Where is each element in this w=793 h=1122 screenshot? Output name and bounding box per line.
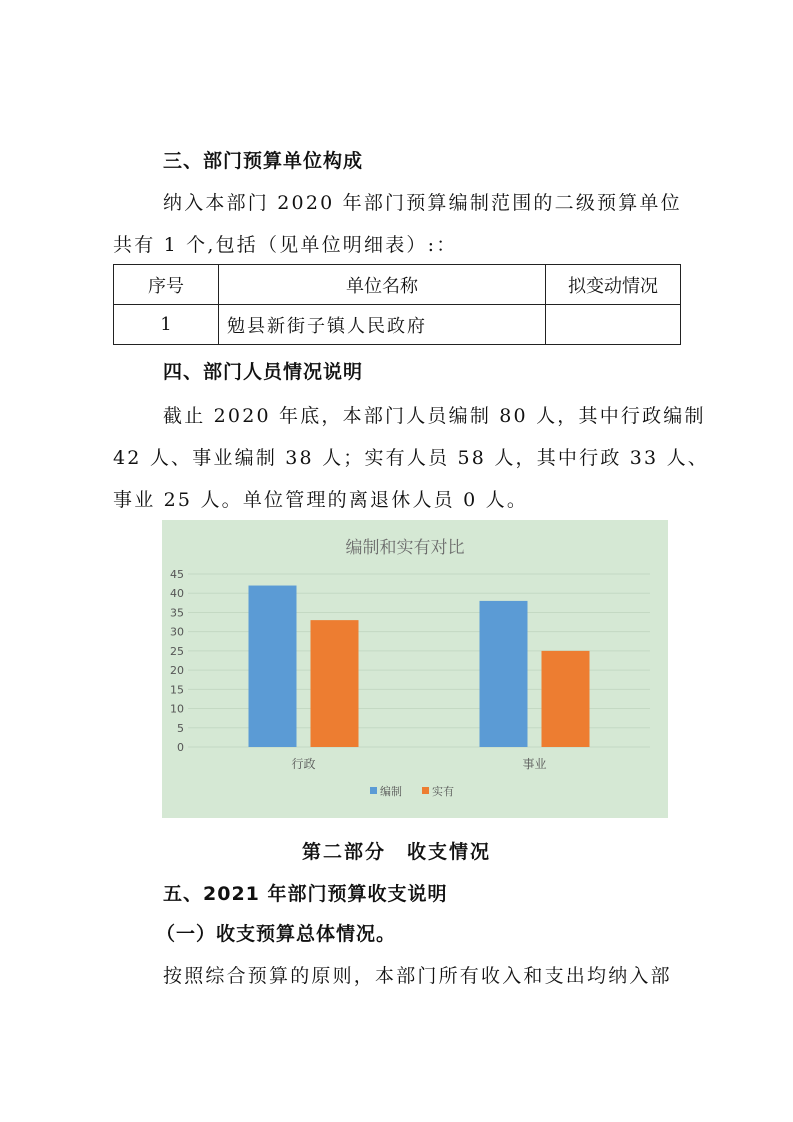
table-header-cell: 拟变动情况 bbox=[546, 265, 681, 305]
legend-label: 实有 bbox=[432, 785, 454, 798]
legend-label: 编制 bbox=[380, 785, 402, 798]
section4-paragraph-line3: 事业 25 人。单位管理的离退休人员 0 人。 bbox=[113, 489, 529, 511]
table-row bbox=[114, 305, 681, 345]
part2-title: 第二部分 收支情况 bbox=[302, 841, 492, 863]
x-tick-label: 行政 bbox=[291, 757, 316, 771]
legend-swatch bbox=[370, 787, 377, 794]
y-tick-label: 35 bbox=[170, 606, 184, 620]
y-tick-label: 5 bbox=[177, 721, 184, 735]
bar-编制-事业 bbox=[480, 601, 528, 747]
table-cell-no: 1 bbox=[114, 305, 219, 345]
y-tick-label: 30 bbox=[170, 625, 184, 639]
x-tick-label: 事业 bbox=[522, 757, 547, 771]
bar-编制-行政 bbox=[249, 586, 297, 747]
table-header-cell: 序号 bbox=[114, 265, 219, 305]
bar-实有-事业 bbox=[542, 651, 590, 747]
table-header-row bbox=[114, 265, 681, 305]
unit-table bbox=[113, 264, 681, 345]
y-tick-label: 20 bbox=[170, 664, 184, 678]
section5-subheading: （一）收支预算总体情况。 bbox=[156, 923, 397, 945]
y-tick-label: 0 bbox=[177, 741, 184, 754]
y-tick-label: 10 bbox=[170, 702, 184, 716]
section4-paragraph-line2: 42 人、事业编制 38 人；实有人员 58 人，其中行政 33 人、 bbox=[113, 447, 709, 469]
table-cell-change bbox=[546, 305, 681, 345]
section5-paragraph-line1: 按照综合预算的原则，本部门所有收入和支出均纳入部 bbox=[163, 965, 672, 987]
y-tick-label: 25 bbox=[170, 644, 184, 658]
legend-swatch bbox=[422, 787, 429, 794]
y-tick-label: 40 bbox=[170, 587, 184, 601]
section3-paragraph-line2: 共有 1 个,包括（见单位明细表）:： bbox=[113, 234, 458, 256]
section3-paragraph-line1: 纳入本部门 2020 年部门预算编制范围的二级预算单位 bbox=[163, 192, 682, 214]
section3-heading: 三、部门预算单位构成 bbox=[163, 150, 364, 172]
section5-heading: 五、2021 年部门预算收支说明 bbox=[163, 883, 448, 905]
staff-comparison-chart bbox=[162, 520, 668, 818]
table-cell-name: 勉县新街子镇人民政府 bbox=[219, 305, 546, 345]
chart-title: 编制和实有对比 bbox=[345, 538, 465, 558]
chart-svg bbox=[162, 520, 668, 818]
section4-paragraph-line1: 截止 2020 年底，本部门人员编制 80 人，其中行政编制 bbox=[163, 405, 706, 427]
y-tick-label: 45 bbox=[170, 568, 184, 581]
y-tick-label: 15 bbox=[170, 683, 184, 697]
bar-实有-行政 bbox=[311, 620, 359, 747]
table-header-cell: 单位名称 bbox=[219, 265, 546, 305]
section4-heading: 四、部门人员情况说明 bbox=[163, 361, 364, 383]
